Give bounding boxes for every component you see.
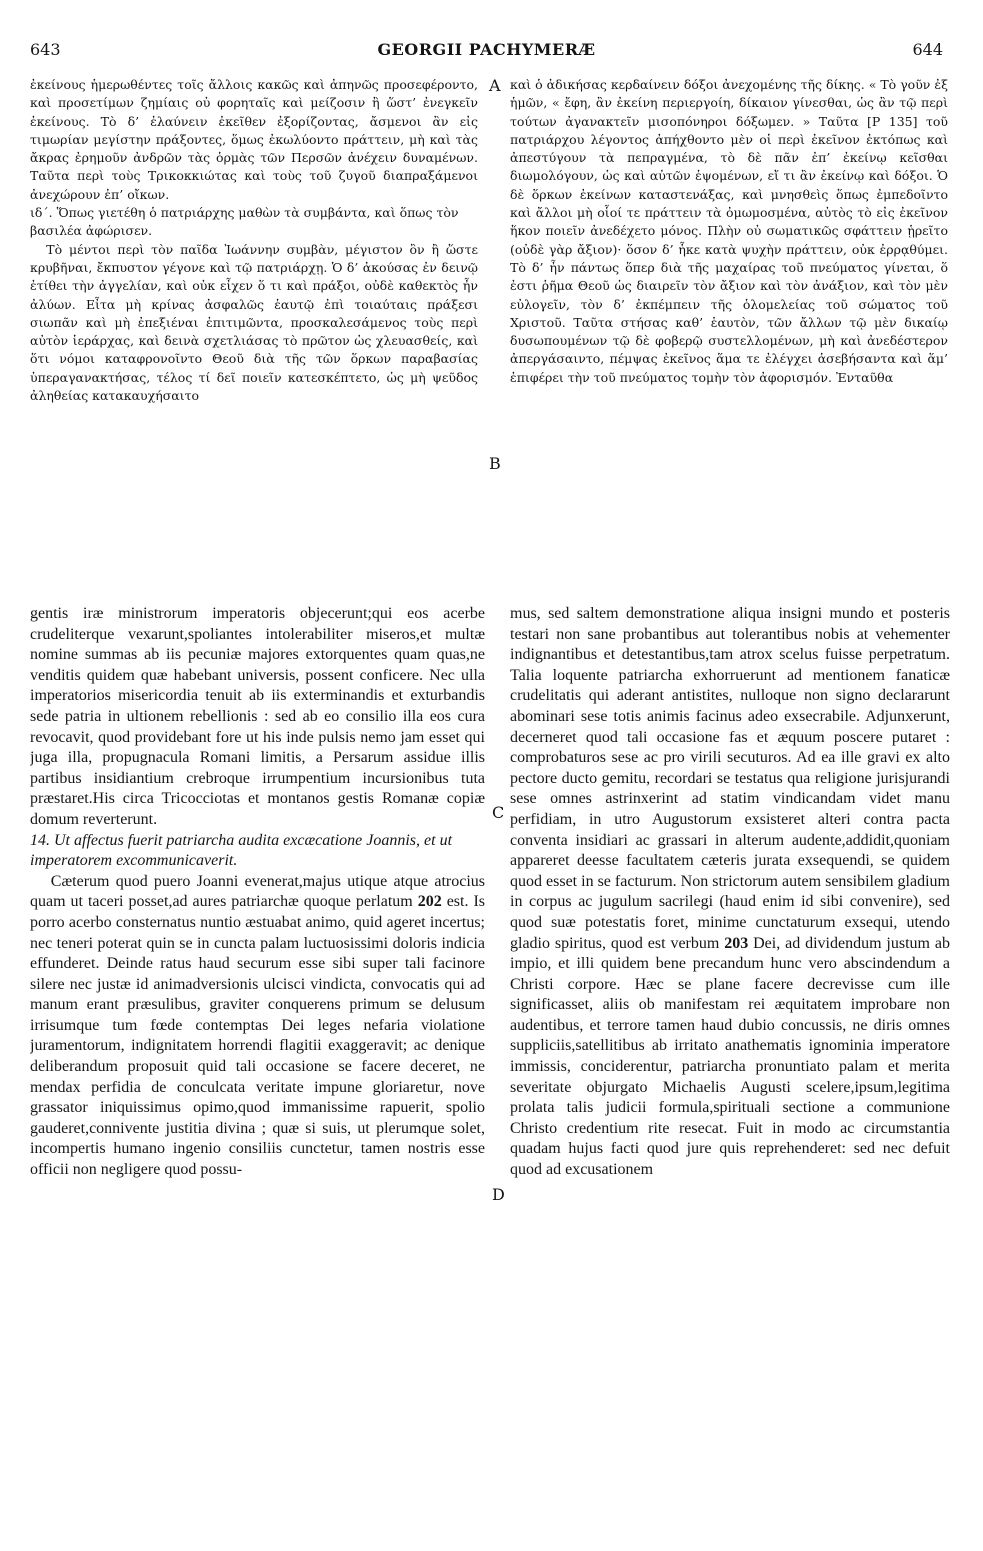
margin-marker-b: B bbox=[489, 454, 501, 473]
latin-text: Cæterum quod puero Joanni evenerat,majus utique atque atrocius quam ut taceri posset,ad aures patriarchæ quoque perlatum bbox=[30, 872, 485, 911]
page-number-left: 643 bbox=[30, 40, 61, 59]
latin-column-left bbox=[30, 604, 485, 1534]
latin-paragraph: gentis iræ ministrorum imperatoris objecerunt;qui eos acerbe crudeliterque vexarunt,spoliantes intolerabiliter miseros,et multæ nomine summas ab iis pecuniæ majores extorquentes quam quas,ne venditis quidem quæ habebant universis, possent conficere. Nec ulla imperatorios misericordia tenuit ab iis exterminandis et exturbandis sede patria in ultionem rebellionis : sed ab eo consilio illa eos cura revocavit, quod providebant fore ut his inde pulsis nemo jam esset qui juga illa, propugnacula Romani limitis, a Persarum assidue illis partibus insidiantium crebroque irrumpentium incursionibus tuta præstaret.His circa Tricocciotas et montanos gestis Romanæ copiæ domum reverterunt. bbox=[30, 605, 485, 828]
latin-text: est. Is porro acerbo consternatus nuntio æstuabat animo, quid ageret incertus; nec teneri poterat quin se in cuncta palam luctuosissimi doloris indicia effunderet. Deinde ratus haud securum esse sibi super tali facinore silere nec justæ id animadversionis ulcisci vindicta, convocatis qui ad manum erant præsulibus, graviter conquerens primum se delusum irrisumque tum fœde contemptas Dei leges nefaria violatione juramentorum, indignitatem horrendi flagitii exaggeravit; ac denique deliberandum proposuit quid tali occasione se facere deceret, ne mendax perfidia de conculcata veritate impune gloriaretur, nove grassator iniquissimus opimo,quod immanissime rapuerit, spolio gauderet,connivente justitia divina ; quæ si suis, ut plerumque solet, incompertis humano ingenio consiliis cunctetur, tamen nostris esse officii non negligere quod possu- bbox=[30, 893, 485, 1179]
running-header bbox=[30, 40, 943, 68]
latin-paragraph bbox=[30, 872, 485, 1181]
page-reference-number: 202 bbox=[417, 893, 442, 911]
running-title: GEORGII PACHYMERÆ bbox=[377, 40, 596, 59]
greek-column-left bbox=[30, 76, 478, 586]
margin-marker-c: C bbox=[492, 803, 505, 822]
page-reference-number: 203 bbox=[724, 934, 749, 952]
latin-column-right bbox=[510, 604, 950, 1534]
page-number-right: 644 bbox=[912, 40, 943, 59]
margin-marker-a: A bbox=[489, 76, 501, 95]
margin-marker-d: D bbox=[492, 1185, 505, 1204]
greek-paragraph: Τὸ μέντοι περὶ τὸν παῖδα Ἰωάννην συμβὰν, μέγιστον ὂν ἢ ὥστε κρυβῆναι, ἔκπυστον γέγονε καὶ τῷ πατριάρχῃ. Ὁ δ’ ἀκούσας ἐν δεινῷ ἐτίθει τὴν ἀγγελίαν, καὶ οὐκ εἶχεν ὅ τι καὶ πράξοι, οὐδὲ καθεκτὸς ἦν ἀλύων. Εἶτα μὴ κρίνας ἀσφαλῶς ἑαυτῷ ἐπὶ τοιαύταις πράξεσι σιωπᾶν καὶ μὴ ἐπεξιέναι ἐπιτιμῶντα, προσκαλεσάμενος τοὺς περὶ αὐτὸν ἱεράρχας, καὶ δεινὰ σχετλιάσας τὸ πρῶτον ὡς χλευασθείς, καὶ ὅτι νόμοι καταφρονοῖντο Θεοῦ διὰ τῆς τῶν ὅρκων παραβασίας ὑπεραγανακτήσας, τέλος τί δεῖ ποιεῖν κατεσκέπτετο, ὡς μὴ ψεῦδος ἀληθείας κατακαυχήσαιτο bbox=[30, 241, 478, 404]
greek-paragraph: ἐκείνους ἡμερωθέντες τοῖς ἄλλοις κακῶς καὶ ἀπηνῶς προσεφέροντο, καὶ προσετίμων ζημίαις οὐ φορηταῖς καὶ μείζοσιν ἢ ὥστ’ ἐνεγκεῖν ἐκείνους. Τὸ δ’ ἐλαύνειν ἐκεῖθεν ἐξορίζοντας, ἄσμενοι ἂν εἰς τιμωρίαν μεγίστην πράξοντες, ὅμως ἐκωλύοντο πράττειν, μὴ καὶ τὰς ἄκρας ἐρημοῦν ἀνδρῶν τὰς ὁρμὰς τῶν Περσῶν ἀνέχειν δυναμένων. Ταῦτα περὶ τοὺς Τρικοκκιώτας καὶ τοὺς τοῦ ζυγοῦ διαπραξάμενοι ἀνεχώρουν ἐπ’ οἴκων. bbox=[30, 77, 478, 202]
greek-section-heading: ιδ΄. Ὅπως γιετέθη ὁ πατριάρχης μαθὼν τὰ συμβάντα, καὶ ὅπως τὸν βασιλέα ἀφώρισεν. bbox=[30, 205, 459, 239]
latin-text: mus, sed saltem demonstratione aliqua insigni mundo et posteris testari non sane probantibus aut tolerantibus nobis at vehementer indignantibus et detestantibus,tam atrox scelus fuisse perpetratum. Talia loquente patriarcha exhorruerunt ad mentionem fanaticæ crudelitatis qui aderant antistites, nulloque non signo declararunt abominari sese totis animis facinus adeo exsecrabile. Adjunxerunt, decerneret quod tali occasione fas et æquum poscere putaret : comprobaturos sese ac pro virili secuturos. Ad ea ille gravi ex alto pectore ducto gemitu, recordari se testatus qua religione jurisjurandi sese omnes astrinxerint ad statim vindicandam videt manu perfidiam, in utro Augustorum exsisteret alteri contra pacta conventa insidiari ac grassari in alterum audente,addidit,quoniam appareret deesse facultatem cæteris jurata exsequendi, se quidem quod esset in se facturum. Non strictorum autem sensibilem gladium in corpus ac jugulum sacrilegi (haud enim id sibi convenire), sed quod suæ potestatis foret, minime cunctaturum exsequi, utendo gladio spiritus, quod est verbum bbox=[510, 605, 950, 952]
latin-section-heading: 14. Ut affectus fuerit patriarcha audita excæcatione Joannis, et ut imperatorem excommunicaverit. bbox=[30, 831, 453, 870]
latin-text: Dei, ad dividendum justum ab impio, et illi quidem bene precandum hunc vero abscindendum a Christi corpore. Hæc se plane facere decrevisse cum ille significasset, aliis ob manifestam rei æquitatem improbare non audentibus, et terrore tamen haud dubio concussis, ne diris omnes suppliciis,satellitibus ab irritato anathematis ignominia imperatore immissis, conciderentur, patriarcha pronuntiato palam et merita severitate objurgato Michaelis Augusti scelere,ipsum,legitima prolata talis judicii formula,spirituali sectione a communione Christo credentium rite resecat. Fuit in modo ac circumstantia quadam hujus facti quod jure quis reprehenderet: sed nec defuit quod ad excusationem bbox=[510, 934, 950, 1179]
greek-column-right bbox=[510, 76, 948, 586]
greek-paragraph: καὶ ὁ ἀδικήσας κερδαίνειν δόξοι ἀνεχομένης τῆς δίκης. « Τὸ γοῦν ἐξ ἡμῶν, « ἔφη, ἂν ἐκείνη περιεργοίη, δίκαιον γίνεσθαι, ὡς ἂν τῷ περὶ τούτων ἀγανακτεῖν μισοπόνηροι δόξωμεν. » Ταῦτα [P 135] τοῦ πατριάρχου λέγοντος ἀπήχθοντο μὲν οἱ περὶ ἐκεῖνον ἐκτόπως καὶ ἀπεστύγουν τὰ πεπραγμένα, τὸ δὲ πᾶν ἐπ’ ἐκείνῳ κεῖσθαι διωμολόγουν, ὡς καὶ αὐτῶν ἐψομένων, εἴ τι ἂν ἐκείνῳ καὶ δόξοι. Ὁ δὲ ὅρκων ἐκείνων καταστενάξας, καὶ μνησθεὶς ὅπως ἐμπεδοῖντο καὶ ἄλλοι μὴ οἷοί τε πράττειν τὰ ὀμωμοσμένα, αὐτὸς τὸ εἰς ἐκεῖνον ἥκον ποιεῖν ἀνεδέχετο μόνος. Πλὴν οὐ σωματικῶς σφάττειν ᾑρεῖτο (οὐδὲ γὰρ ἄξιον)· ὅσον δ’ ἧκε κατὰ ψυχὴν πράττειν, οὐκ ἐρρᾳθύμει. Τὸ δ’ ἦν πάντως ὅπερ διὰ τῆς μαχαίρας τοῦ πνεύματος γίνεται, ὅ ἐστι ῥῆμα Θεοῦ ὡς διαιρεῖν τὸν ἄξιον καὶ τὸν ἀνάξιον, καὶ τὸν μὲν εὐλογεῖν, τὸν δ’ ἐκπέμπειν τῆς ὁλομελείας τοῦ σώματος τοῦ Χριστοῦ. Ταῦτα στήσας καθ’ ἑαυτὸν, τῶν ἄλλων τῷ μὲν δικαίῳ δυσωπουμένων τῷ δὲ φοβερῷ συστελλομένων, μὴ καὶ ἀνεδέστερον ἀπεργάσαιντο, πέμψας ἐκεῖνος ἅμα τε ἐλέγχει ἀσεβήσαντα καὶ ἅμ’ ἐπιφέρει τὴν τοῦ πνεύματος τομὴν τὸν ἀφορισμόν. Ἐνταῦθα bbox=[510, 77, 948, 385]
latin-paragraph bbox=[510, 604, 950, 1181]
